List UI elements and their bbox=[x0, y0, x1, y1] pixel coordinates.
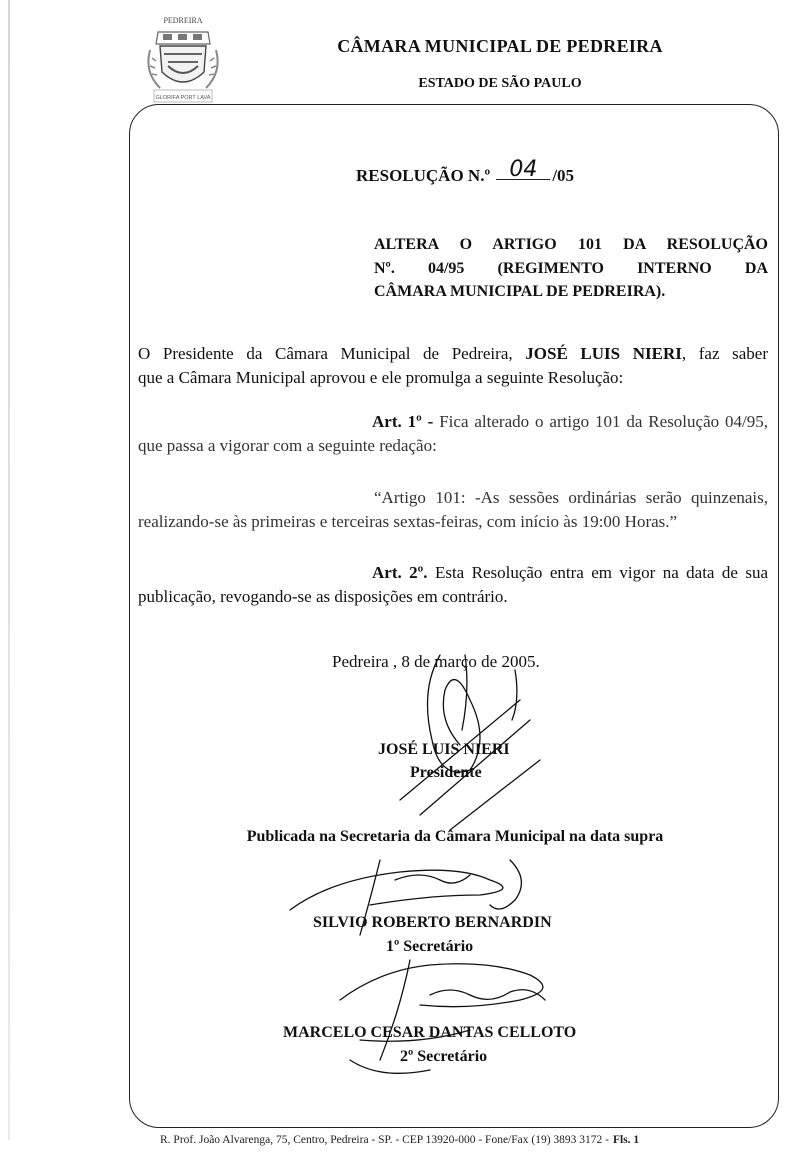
sheet-number: Fls. 1 bbox=[612, 1134, 640, 1146]
signatory-name-first-secretary: SILVIO ROBERTO BERNARDIN bbox=[313, 914, 552, 931]
signatory-role-first-secretary: 1º Secretário bbox=[386, 938, 474, 955]
article-2-text-line2: de sua publicação, revogando-se as disposições em contrário. bbox=[138, 563, 769, 606]
signatory-name-president: JOSÉ LUIS NIERI bbox=[378, 741, 510, 758]
president-name-inline: JOSÉ LUIS NIERI bbox=[525, 344, 682, 363]
article-1-label: Art. 1º - bbox=[372, 412, 434, 431]
signatory-role-second-secretary: 2º Secretário bbox=[400, 1048, 488, 1065]
ementa-line: CÂMARA MUNICIPAL DE PEDREIRA). bbox=[374, 283, 666, 300]
municipal-crest-icon bbox=[138, 14, 228, 106]
intro-paragraph bbox=[138, 342, 768, 389]
quote-line: quinzenais, realizando-se às primeiras e terceiras sextas-feiras, com início às bbox=[138, 488, 768, 531]
quote-line: “Artigo 101: -As sessões ordinárias serão bbox=[374, 488, 682, 507]
crest-motto: GLORIFA PORT LAVA bbox=[155, 95, 211, 101]
state-subtitle: ESTADO DE SÃO PAULO bbox=[418, 76, 582, 91]
resolution-prefix: RESOLUÇÃO N.º bbox=[356, 166, 491, 185]
resolution-number: 04 bbox=[496, 161, 550, 180]
resolution-ementa bbox=[374, 233, 768, 304]
intro-text: O Presidente da Câmara Municipal de Pedreira, bbox=[138, 344, 513, 363]
article-1 bbox=[138, 410, 768, 457]
intro-text-line2: que a Câmara Municipal aprovou e ele promulga a seguinte Resolução: bbox=[138, 367, 624, 387]
signatory-role-president: Presidente bbox=[410, 764, 482, 781]
scan-edge-shadow bbox=[8, 0, 10, 1140]
footer-address bbox=[160, 1134, 639, 1146]
article-101-quote bbox=[138, 486, 768, 533]
article-1-text: Fica alterado o artigo 101 da Resolução bbox=[439, 412, 720, 431]
article-2 bbox=[138, 561, 768, 608]
publication-note: Publicada na Secretaria da Câmara Municipal na data supra bbox=[246, 828, 664, 845]
signatory-name-second-secretary: MARCELO CESAR DANTAS CELLOTO bbox=[283, 1024, 577, 1041]
quote-line: 19:00 Horas.” bbox=[581, 511, 678, 531]
footer-address-text: R. Prof. João Alvarenga, 75, Centro, Pedreira - SP. - CEP 13920-000 - Fone/Fax (19) 3893 3172 - bbox=[160, 1134, 609, 1146]
place-and-date: Pedreira , 8 de março de 2005. bbox=[332, 652, 540, 671]
article-2-label: Art. 2º. bbox=[372, 563, 428, 582]
crest-top-text: PEDREIRA bbox=[163, 16, 203, 25]
institution-title: CÂMARA MUNICIPAL DE PEDREIRA bbox=[337, 36, 663, 56]
article-1-text-line2: 04/95, que passa a vigorar com a seguinte redação: bbox=[138, 412, 769, 455]
resolution-year: /05 bbox=[552, 166, 575, 185]
ementa-line: ALTERA O ARTIGO 101 DA RESOLUÇÃO bbox=[374, 236, 768, 253]
intro-text: , faz saber bbox=[681, 344, 769, 363]
article-2-text: Esta Resolução entra em vigor na data bbox=[434, 563, 715, 582]
resolution-number-line bbox=[356, 157, 575, 186]
ementa-line: Nº. 04/95 (REGIMENTO INTERNO DA bbox=[374, 259, 768, 277]
